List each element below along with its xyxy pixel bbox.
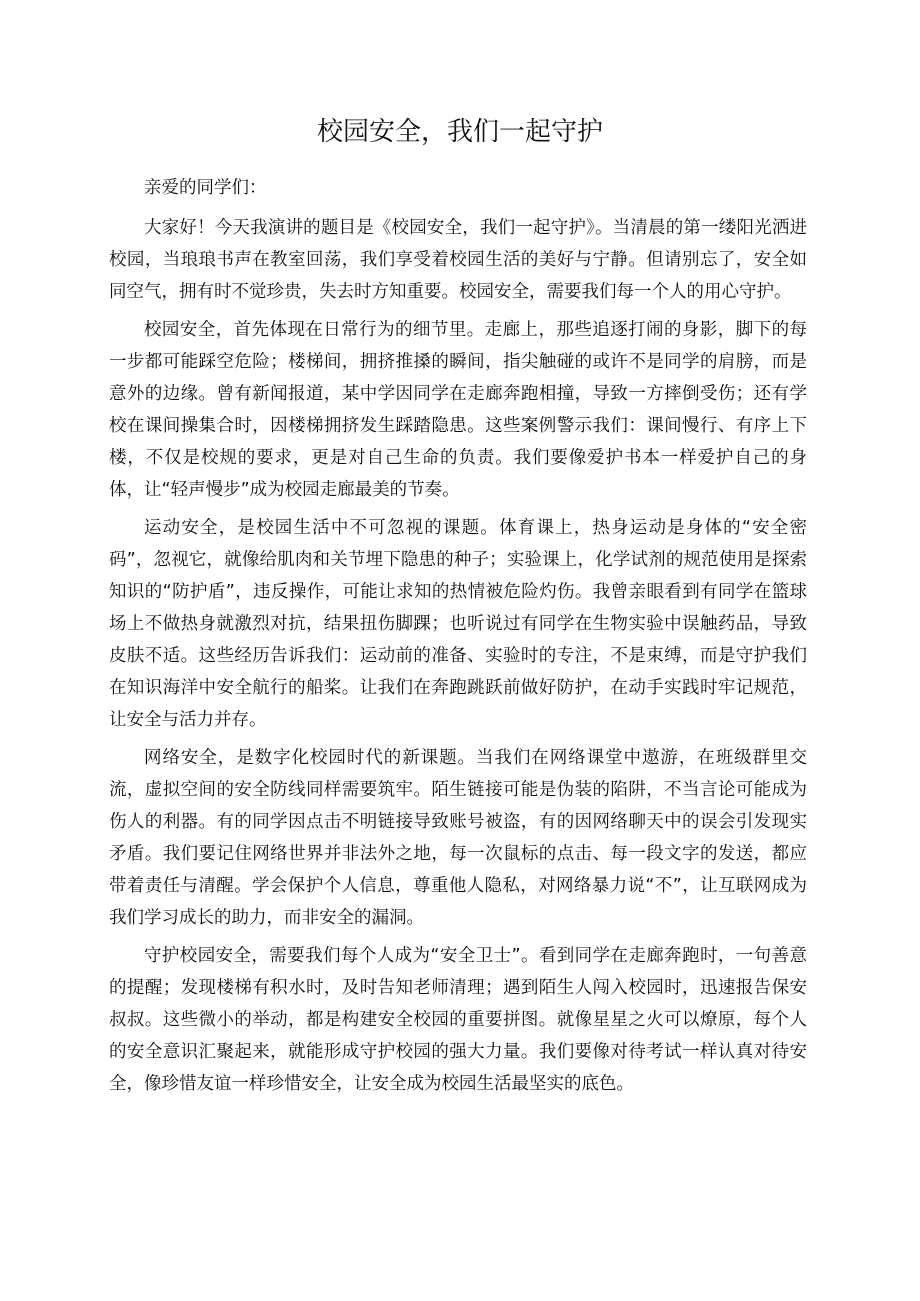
salutation: 亲爱的同学们：	[144, 178, 267, 198]
paragraph-network-safety: 网络安全，是数字化校园时代的新课题。当我们在网络课堂中遨游，在班级群里交流，虚拟空间的安全防线同样需要筑牢。陌生链接可能是伪装的陷阱，不当言论可能成为伤人的利器。有的同学因点击不明链接导致账号被盗，有的因网络聊天中的误会引发现实矛盾。我们要记住网络世界并非法外之地，每一次鼠标的点击、每一段文字的发送，都应带着责任与清醒。学会保护个人信息，尊重他人隐私，对网络暴力说“不”，让互联网成为我们学习成长的助力，而非安全的漏洞。	[109, 748, 807, 928]
page-title: 校园安全，我们一起守护	[316, 117, 603, 147]
paragraph-intro: 大家好！今天我演讲的题目是《校园安全，我们一起守护》。当清晨的第一缕阳光洒进校园，当琅琅书声在教室回荡，我们享受着校园生活的美好与宁静。但请别忘了，安全如同空气，拥有时不觉珍贵，失去时方知重要。校园安全，需要我们每一个人的用心守护。	[109, 218, 807, 302]
paragraph-safety-guards: 守护校园安全，需要我们每个人成为“安全卫士”。看到同学在走廊奔跑时，一句善意的提醒；发现楼梯有积水时，及时告知老师清理；遇到陌生人闯入校园时，迅速报告保安叔叔。这些微小的举动，都是构建安全校园的重要拼图。就像星星之火可以燎原，每个人的安全意识汇聚起来，就能形成守护校园的强大力量。我们要像对待考试一样认真对待安全，像珍惜友谊一样珍惜安全，让安全成为校园生活最坚实的底色。	[109, 946, 807, 1094]
document-body	[109, 172, 807, 1106]
paragraph-daily-behavior: 校园安全，首先体现在日常行为的细节里。走廊上，那些追逐打闹的身影，脚下的每一步都可能踩空危险；楼梯间，拥挤推搡的瞬间，指尖触碰的或许不是同学的肩膀，而是意外的边缘。曾有新闻报道，某中学因同学在走廊奔跑相撞，导致一方摔倒受伤；还有学校在课间操集合时，因楼梯拥挤发生踩踏隐患。这些案例警示我们：课间慢行、有序上下楼，不仅是校规的要求，更是对自己生命的负责。我们要像爱护书本一样爱护自己的身体，让“轻声慢步”成为校园走廊最美的节奏。	[109, 320, 807, 500]
paragraph-sports-safety: 运动安全，是校园生活中不可忽视的课题。体育课上，热身运动是身体的“安全密码”，忽视它，就像给肌肉和关节埋下隐患的种子；实验课上，化学试剂的规范使用是探索知识的“防护盾”，违反操作，可能让求知的热情被危险灼伤。我曾亲眼看到有同学在篮球场上不做热身就激烈对抗，结果扭伤脚踝；也听说过有同学在生物实验中误触药品，导致皮肤不适。这些经历告诉我们：运动前的准备、实验时的专注，不是束缚，而是守护我们在知识海洋中安全航行的船桨。让我们在奔跑跳跃前做好防护，在动手实践时牢记规范，让安全与活力并存。	[109, 518, 807, 730]
